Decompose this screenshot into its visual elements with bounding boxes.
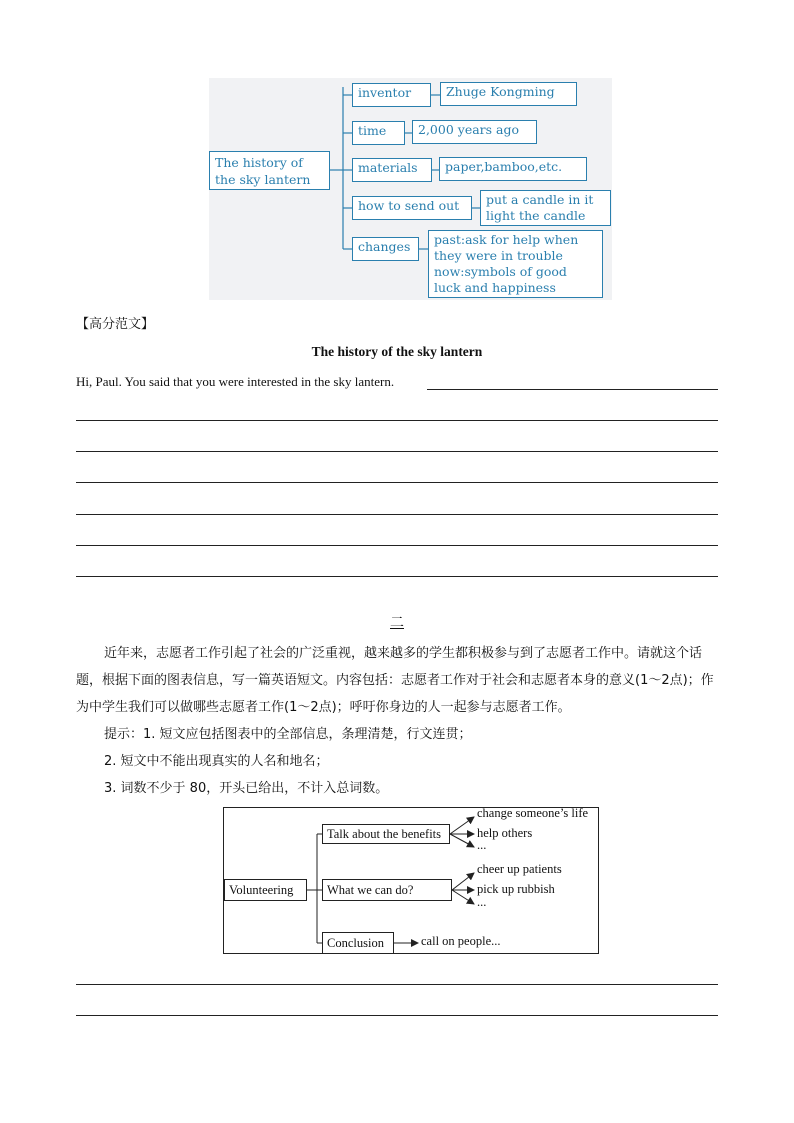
answer-line[interactable] xyxy=(76,1015,718,1016)
essay-opening: Hi, Paul. You said that you were interested in the sky lantern. xyxy=(76,374,395,389)
section-number: 二 xyxy=(390,615,404,631)
conclusion-item: call on people... xyxy=(421,934,501,948)
benefit-item: ... xyxy=(477,838,487,852)
branch-changes: changes xyxy=(352,237,419,261)
action-item: cheer up patients xyxy=(477,862,562,876)
detail-how-to-send-out: put a candle in it light the candle xyxy=(480,190,611,226)
answer-line[interactable] xyxy=(427,389,718,390)
branch-materials: materials xyxy=(352,158,432,182)
task-paragraph: 近年来，志愿者工作引起了社会的广泛重视，越来越多的学生都积极参与到了志愿者工作中。请就这个话题，根据下面的图表信息，写一篇英语短文。内容包括：志愿者工作对于社会和志愿者本身的意义(1～2点)；作为中学生我们可以做哪些志愿者工作(1～2点)；呼吁你身边的人一起参与志愿者工作。 xyxy=(76,646,714,715)
conclusion-node: Conclusion xyxy=(322,932,394,954)
benefit-item: change someone’s life xyxy=(477,806,589,820)
task-description xyxy=(76,640,718,802)
branch-inventor: inventor xyxy=(352,83,431,107)
answer-line[interactable] xyxy=(76,514,718,515)
benefits-node: Talk about the benefits xyxy=(322,824,450,844)
root-node: The history of the sky lantern xyxy=(209,151,330,190)
answer-line[interactable] xyxy=(76,984,718,985)
detail-changes: past:ask for help when they were in trouble now:symbols of good luck and happiness xyxy=(428,230,603,298)
hint-2: 2. 短文中不能出现真实的人名和地名； xyxy=(104,754,329,769)
benefit-item: help others xyxy=(477,826,533,840)
action-item: ... xyxy=(477,895,487,909)
answer-line[interactable] xyxy=(76,545,718,546)
volunteering-diagram xyxy=(223,807,599,954)
answer-line[interactable] xyxy=(76,482,718,483)
answer-line[interactable] xyxy=(76,576,718,577)
sky-lantern-mind-map xyxy=(209,78,612,300)
answer-line[interactable] xyxy=(76,451,718,452)
detail-time: 2,000 years ago xyxy=(412,120,537,144)
answer-line[interactable] xyxy=(76,420,718,421)
detail-materials: paper,bamboo,etc. xyxy=(439,157,587,181)
hint-1: 提示：1. 短文应包括图表中的全部信息，条理清楚，行文连贯； xyxy=(104,727,472,742)
branch-how-to-send-out: how to send out xyxy=(352,196,472,220)
actions-node: What we can do? xyxy=(322,879,452,901)
branch-time: time xyxy=(352,121,405,145)
essay-title: The history of the sky lantern xyxy=(311,344,483,359)
hint-3: 3. 词数不少于 80，开头已给出，不计入总词数。 xyxy=(104,781,389,796)
action-item: pick up rubbish xyxy=(477,882,555,896)
section-label: 【高分范文】 xyxy=(76,317,155,332)
volunteering-root: Volunteering xyxy=(224,879,307,901)
detail-inventor: Zhuge Kongming xyxy=(440,82,577,106)
